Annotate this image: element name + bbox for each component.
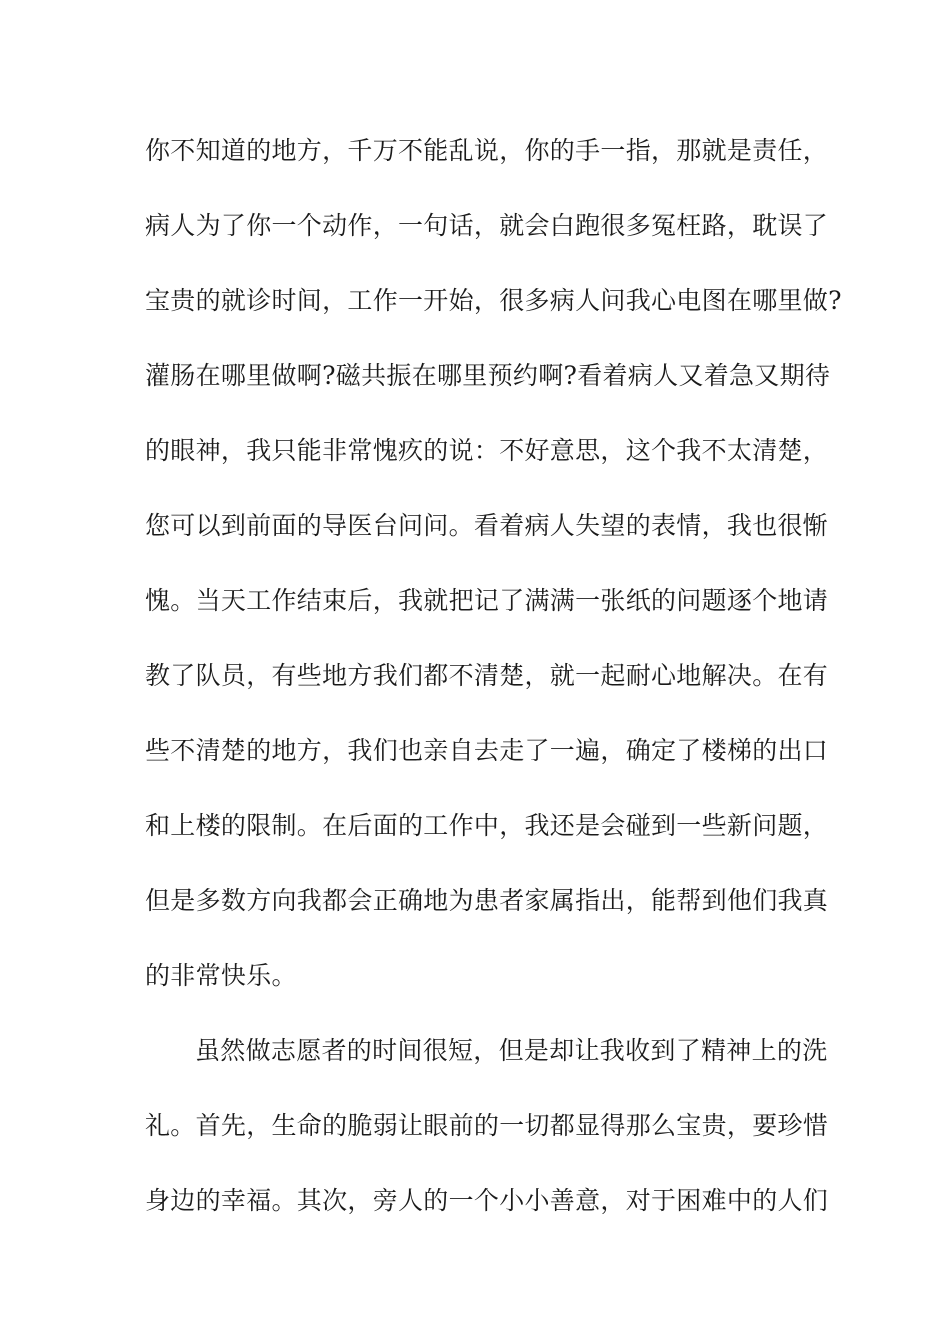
text-line: 教了队员，有些地方我们都不清楚，就一起耐心地解决。在有 xyxy=(145,661,829,690)
text-line: 礼。首先，生命的脆弱让眼前的一切都显得那么宝贵，要珍惜 xyxy=(145,1111,829,1140)
text-line: 你不知道的地方，千万不能乱说，你的手一指，那就是责任， xyxy=(145,136,829,165)
text-line: 的非常快乐。 xyxy=(145,961,297,990)
text-line: 宝贵的就诊时间，工作一开始，很多病人问我心电图在哪里做? xyxy=(145,286,842,315)
text-line: 灌肠在哪里做啊?磁共振在哪里预约啊?看着病人又着急又期待 xyxy=(145,361,831,390)
text-line: 愧。当天工作结束后，我就把记了满满一张纸的问题逐个地请 xyxy=(145,586,829,615)
text-line: 的眼神，我只能非常愧疚的说：不好意思，这个我不太清楚， xyxy=(145,436,829,465)
paragraph-2 xyxy=(145,1028,829,1253)
text-line: 虽然做志愿者的时间很短，但是却让我收到了精神上的洗 xyxy=(195,1036,828,1065)
paragraph-1 xyxy=(145,128,842,1028)
text-line: 和上楼的限制。在后面的工作中，我还是会碰到一些新问题， xyxy=(145,811,829,840)
text-line: 但是多数方向我都会正确地为患者家属指出，能帮到他们我真 xyxy=(145,886,829,915)
text-line: 您可以到前面的导医台问问。看着病人失望的表情，我也很惭 xyxy=(145,511,829,540)
body-text xyxy=(145,128,842,1253)
text-line: 病人为了你一个动作，一句话，就会白跑很多冤枉路，耽误了 xyxy=(145,211,829,240)
text-line: 些不清楚的地方，我们也亲自去走了一遍，确定了楼梯的出口 xyxy=(145,736,829,765)
text-line: 身边的幸福。其次，旁人的一个小小善意，对于困难中的人们 xyxy=(145,1186,829,1215)
